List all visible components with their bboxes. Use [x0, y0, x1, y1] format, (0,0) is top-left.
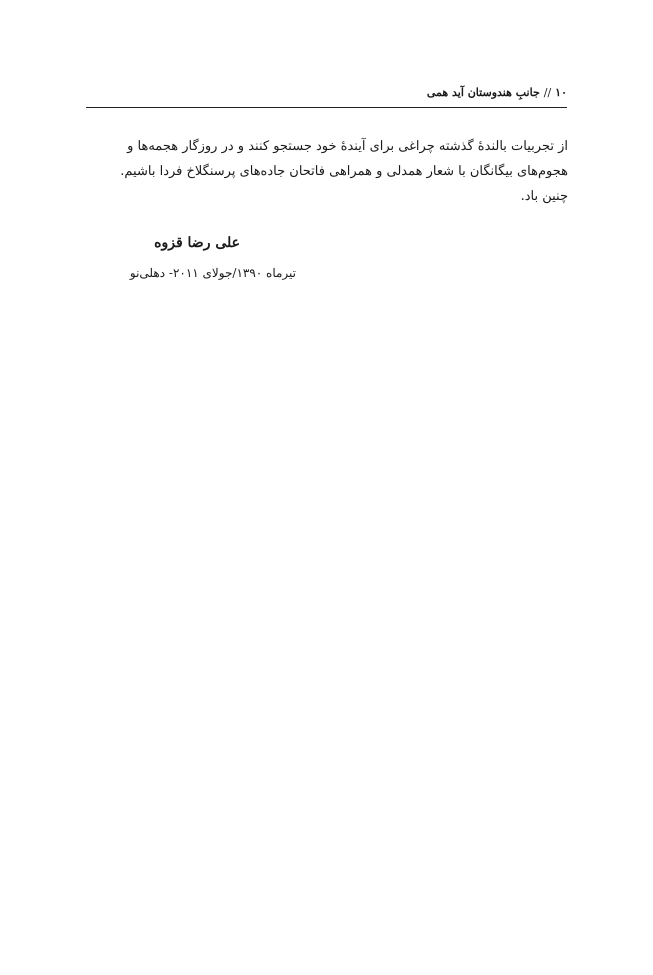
header-separator: //: [543, 86, 552, 99]
running-head: [86, 84, 567, 102]
author-name: علی رضا قزوه: [154, 235, 240, 251]
body-line: چنین باد.: [520, 189, 568, 204]
body-line: از تجربیات بالندهٔ گذشته چراغی برای آیندهٔ خود جستجو کنند و در روزگار هجمه‌ها و: [127, 139, 568, 154]
body-paragraph: [84, 134, 568, 209]
book-title: جانبِ هندوستان آید همی: [426, 86, 540, 99]
header-rule: [86, 107, 567, 108]
body-line: هجوم‌های بیگانگان با شعار همدلی و همراهی فاتحان جاده‌های پرسنگلاخ فردا باشیم.: [120, 164, 568, 179]
dateline: تیرماه ۱۳۹۰/جولای ۲۰۱۱- دهلی‌نو: [129, 266, 296, 280]
page-number: ۱۰: [555, 86, 567, 99]
